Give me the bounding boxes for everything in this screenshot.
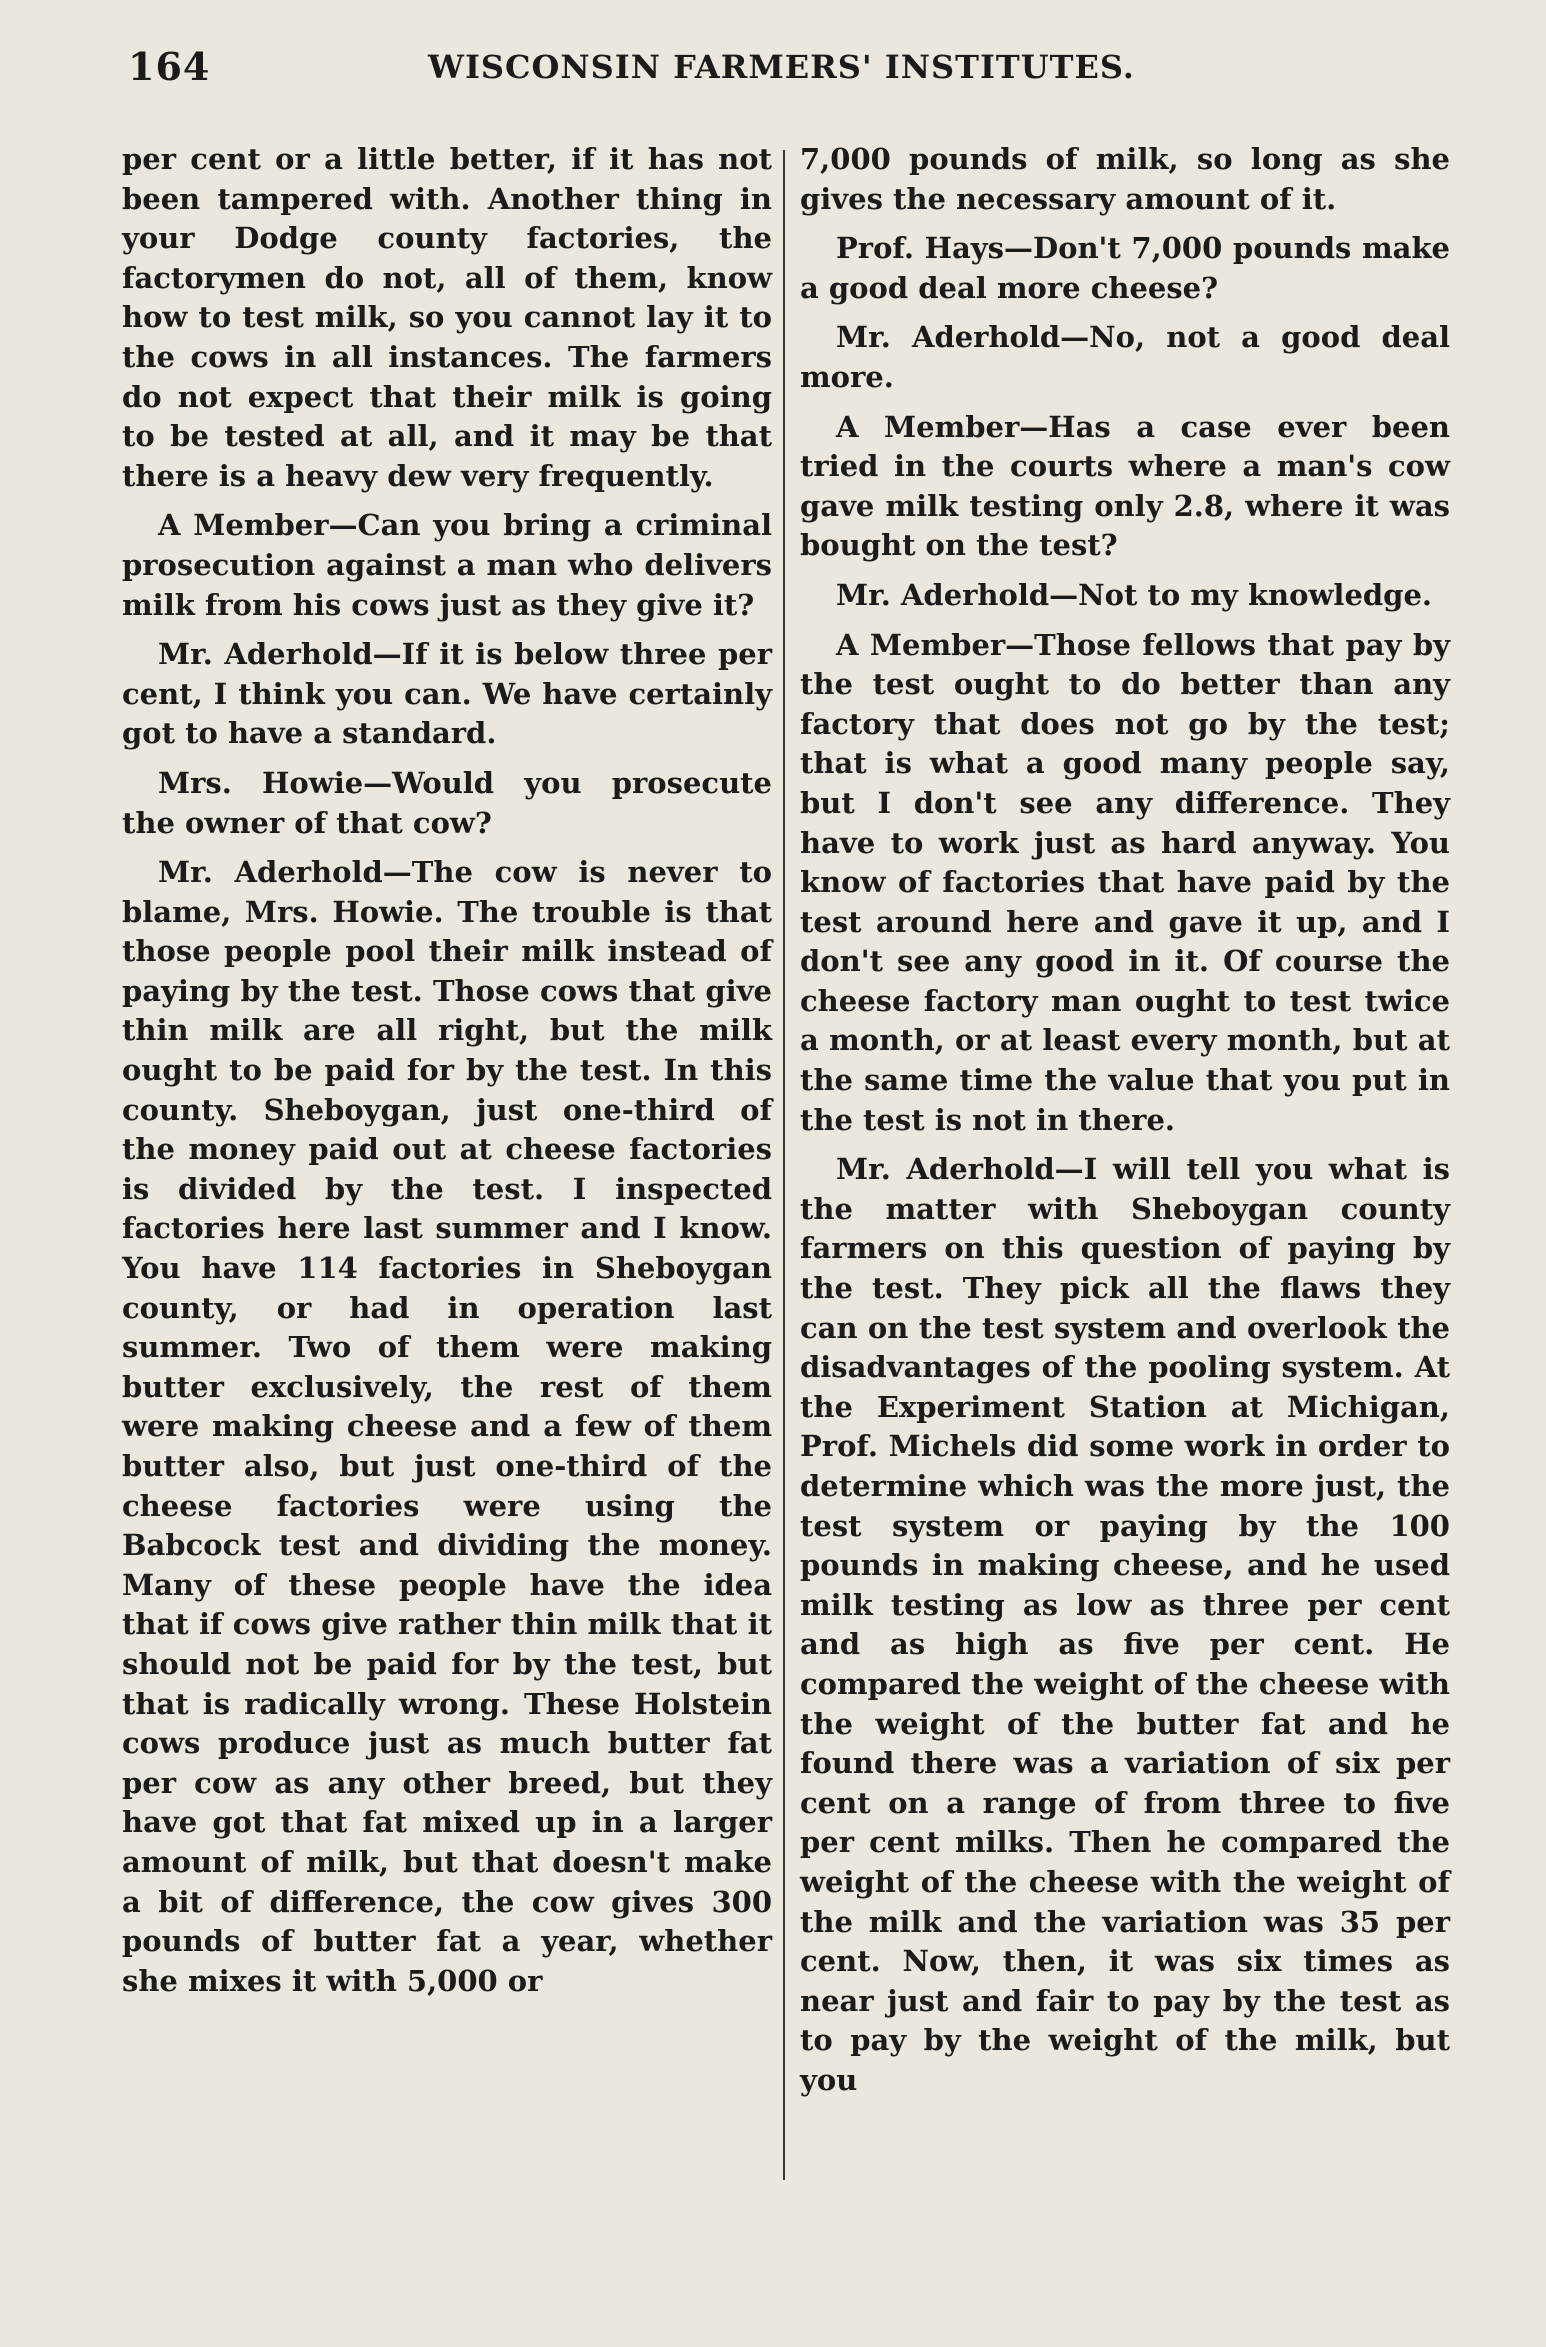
paragraph: Mr. Aderhold—If it is below three per cent, I think you can. We have certainly got to have a standard. xyxy=(122,637,772,751)
paragraph: per cent or a little better, if it has not been tampered with. Another thing in your Dodge county factories, the factorymen do not, all of them, know how to test milk, so you cannot lay it to the cows in all instances. The farmers do not expect that their milk is going to be tested at all, and it may be that there is a heavy dew very frequently. xyxy=(122,142,772,493)
right-column xyxy=(800,140,1450,2111)
paragraph: Mr. Aderhold—No, not a good deal more. xyxy=(800,320,1450,394)
column-divider xyxy=(783,150,785,2180)
paragraph: A Member—Those fellows that pay by the test ought to do better than any factory that does not go by the test; that is what a good many people say, but I don't see any difference. They have to work just as hard anyway. You know of factories that have paid by the test around here and gave it up, and I don't see any good in it. Of course the cheese factory man ought to test twice a month, or at least every month, but at the same time the value that you put in the test is not in there. xyxy=(800,627,1450,1137)
paragraph: Mr. Aderhold—Not to my knowledge. xyxy=(836,577,1433,612)
page-header xyxy=(128,44,1448,94)
paragraph: Mr. Aderhold—I will tell you what is the matter with Sheboygan county farmers on this question of paying by the test. They pick all the flaws they can on the test system and overlook the disadvantages of the pooling system. At the Experiment Station at Michigan, Prof. Michels did some work in order to determine which was the more just, the test system or paying by the 100 pounds in making cheese, and he used milk testing as low as three per cent and as high as five per cent. He compared the weight of the cheese with the weight of the butter fat and he found there was a variation of six per cent on a range of from three to five per cent milks. Then he compared the weight of the cheese with the weight of the milk and the variation was 35 per cent. Now, then, it was six times as near just and fair to pay by the test as to pay by the weight of the milk, but you xyxy=(800,1152,1450,2097)
left-column xyxy=(122,140,772,2011)
paragraph: Mrs. Howie—Would you prosecute the owner of that cow? xyxy=(122,765,772,840)
paragraph: Mr. Aderhold—The cow is never to blame, Mrs. Howie. The trouble is that those people pool their milk instead of paying by the test. Those cows that give thin milk are all right, but the milk ought to be paid for by the test. In this county. Sheboygan, just one-third of the money paid out at cheese factories is divided by the test. I inspected factories here last summer and I know. You have 114 factories in Sheboygan county, or had in operation last summer. Two of them were making butter exclusively, the rest of them were making cheese and a few of them butter also, but just one-third of the cheese factories were using the Babcock test and dividing the money. Many of these people have the idea that if cows give rather thin milk that it should not be paid for by the test, but that is radically wrong. These Holstein cows produce just as much butter fat per cow as any other breed, but they have got that fat mixed up in a larger amount of milk, but that doesn't make a bit of difference, the cow gives 300 pounds of butter fat a year, whether she mixes it with 5,000 or xyxy=(122,855,772,1998)
paragraph: A Member—Can you bring a criminal prosecution against a man who delivers milk from his cows just as they give it? xyxy=(122,508,772,622)
paragraph: A Member—Has a case ever been tried in the courts where a man's cow gave milk testing only 2.8, where it was bought on the test? xyxy=(800,409,1450,563)
page-number: 164 xyxy=(128,44,211,89)
paragraph: Prof. Hays—Don't 7,000 pounds make a good deal more cheese? xyxy=(800,231,1450,305)
running-title: WISCONSIN FARMERS' INSTITUTES. xyxy=(428,48,1135,86)
paragraph: 7,000 pounds of milk, so long as she gives the necessary amount of it. xyxy=(800,142,1450,216)
